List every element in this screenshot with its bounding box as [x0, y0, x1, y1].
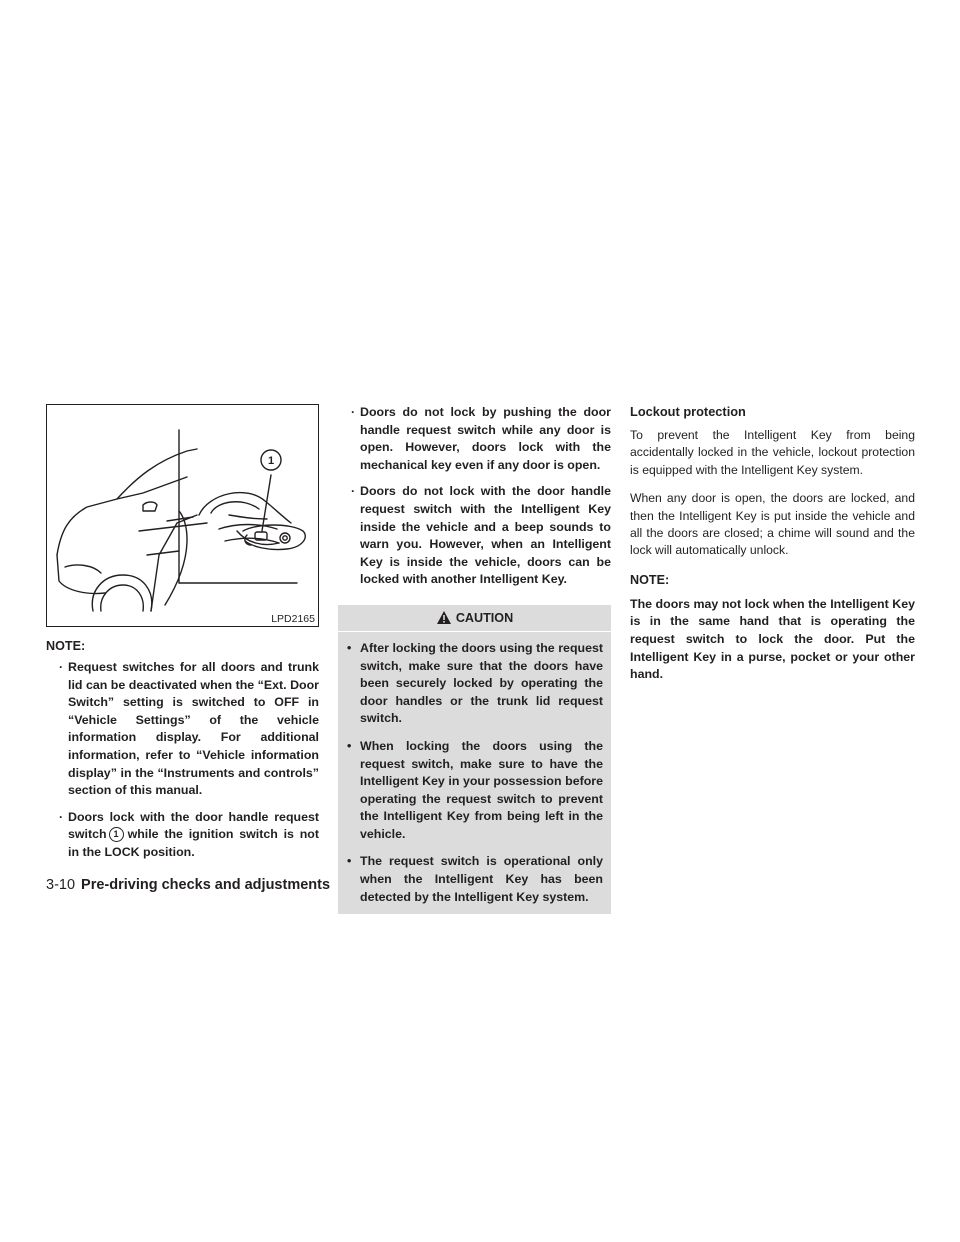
note-bullet: · Doors do not lock with the door handle request switch with the Intelligent Key inside the vehicle and a beep sounds to warn you. However, when an Intelligent Key is inside the vehicle, doors can be locked with another Intelligent Key.	[351, 484, 611, 587]
page-number: 3-10	[46, 877, 76, 893]
footer-section-title: Pre-driving checks and adjustments	[81, 877, 331, 893]
caution-item: • After locking the doors using the request switch, make sure that the doors have been securely locked by operating the door handles or the trunk lid request switch.	[347, 640, 603, 726]
note-text: The doors may not lock when the Intelligent Key is in the same hand that is operating the request switch to lock the door. Put the Intelligent Key in a purse, pocket or your other hand.	[630, 596, 915, 682]
body-paragraph: When any door is open, the doors are locked, and then the Intelligent Key is put inside the vehicle and all the doors are closed; a chime will sound and the lock will automatically unlock.	[630, 491, 915, 558]
section-title: Lockout protection	[630, 404, 746, 419]
caution-title: CAUTION	[455, 610, 514, 625]
body-paragraph: To prevent the Intelligent Key from being accidentally locked in the vehicle, lockout protection is equipped with the Intelligent Key system.	[630, 428, 915, 477]
warning-icon	[436, 610, 452, 625]
caution-item: • When locking the doors using the request switch, make sure to have the Intelligent Key in your possession before operating the request switch to prevent the Intelligent Key from being left in the vehicle.	[347, 738, 603, 841]
note-heading: NOTE:	[630, 572, 670, 587]
figure-callout-number: 1	[267, 455, 275, 467]
callout-number-badge: 1	[109, 827, 124, 842]
column-middle	[338, 404, 611, 914]
caution-box	[338, 605, 611, 914]
caution-header	[338, 605, 611, 632]
caution-item: • The request switch is operational only when the Intelligent Key has been detected by the Intelligent Key system.	[347, 854, 603, 904]
note-bullet: · Doors lock with the door handle request switch 1 while the ignition switch is not in the LOCK position.	[59, 809, 319, 859]
figure-label: LPD2165	[271, 613, 315, 625]
note-bullet: · Request switches for all doors and trunk lid can be deactivated when the “Ext. Door Switch” setting is switched to OFF in “Vehicle Settings” of the vehicle information display. For additional information, refer to “Vehicle information display” in the “Instruments and controls” section of this manual.	[59, 660, 319, 798]
column-right	[630, 404, 915, 684]
door-handle-figure	[46, 404, 319, 627]
column-left	[46, 404, 319, 871]
car-door-illustration	[47, 405, 318, 626]
note-bullet: · Doors do not lock by pushing the door handle request switch while any door is open. However, doors lock with the mechanical key even if any door is open.	[351, 405, 611, 472]
note-heading: NOTE:	[46, 639, 86, 653]
page-footer	[46, 877, 330, 893]
